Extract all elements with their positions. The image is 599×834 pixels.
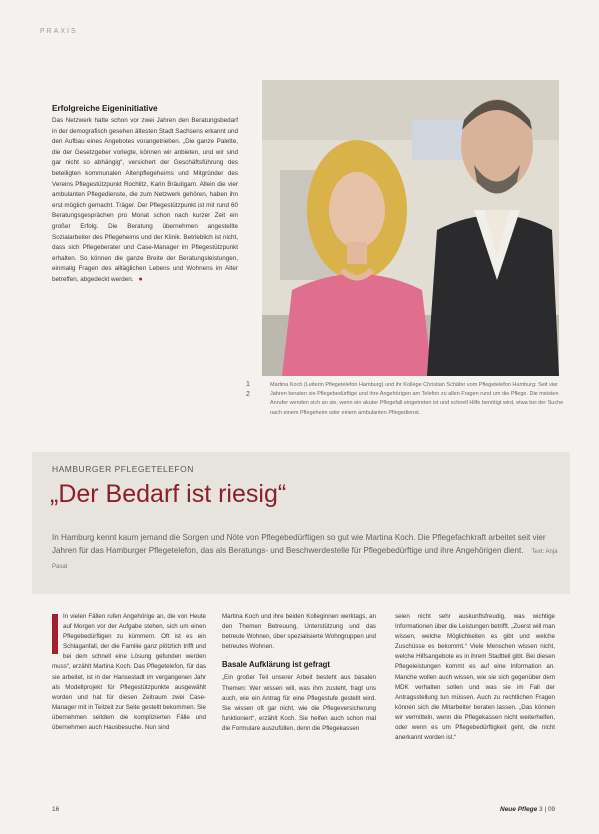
- section-tag: PRAXIS: [40, 28, 78, 35]
- article-photo: [262, 80, 559, 376]
- dropcap-bar: [52, 614, 58, 654]
- column-text: „Ein großer Teil unserer Arbeit besteht aus basalen Themen: Wer wissen will, was ihm zusteht, fragt uns auch, wie ein Antrag für eine Pflegestufe gestellt wird. Sie wissen oft gar nicht, wie die Pflegeversicherung funktioniert“, erzählt Koch. Sie helfen auch schon mal die Formulare auszufüllen, denn die Pflegekassen: [222, 674, 376, 732]
- photo-illustration: [262, 80, 559, 376]
- footer-magazine: [500, 806, 555, 813]
- issue-number: 3 | 09: [539, 806, 556, 813]
- side-mark: 1: [246, 381, 250, 388]
- body-column-2: [222, 612, 376, 734]
- intro-heading: Erfolgreiche Eigeninitiative: [52, 104, 158, 113]
- author-credit: Text: Anja Pasat: [52, 549, 558, 570]
- article-headline: „Der Bedarf ist riesig“: [50, 480, 287, 508]
- intro-column: [52, 104, 238, 286]
- side-mark: 2: [246, 391, 250, 398]
- body-column-3: [395, 612, 555, 743]
- deck-text: In Hamburg kennt kaum jemand die Sorgen und Nöte von Pflegebedürftigen so gut wie Martina Koch. Die Pflegefachkraft arbeitet seit vier Jahren für das Hamburger Pflegetelefon, das als Beratungs- und Beschwerdestelle für Pflegebedürftige und ihre Angehörigen dient.: [52, 533, 546, 555]
- article-deck: [52, 531, 567, 574]
- subheading: Basale Aufklärung ist gefragt: [222, 660, 331, 670]
- side-marks: [246, 380, 256, 400]
- article-kicker: HAMBURGER PFLEGETELEFON: [52, 464, 194, 474]
- body-column-1: [52, 612, 206, 733]
- intro-body-text: Das Netzwerk hatte schon vor zwei Jahren den Beratungsbedarf in der demografisch gesehen ältesten Stadt Sachsens erkannt und den Aufbau eines Angebotes vorangetrieben. „Die ganze Palette, die der Gesetzgeber vorlegte, können wir anbieten, und wir sind gar nicht so abhängig“, versichert der Geschäftsführung des beteiligten kommunalen Altenpflegeheims und Mitgründer des Vereins Pflegestützpunkt Rochlitz, Karin Bräutigam. Allein die vier ambulanten Pflegedienste, die zum Netzwerk gehören, haben ihn erst möglich gemacht. Träger. Der Pflegestützpunkt ist mit rund 60 Beratungsgesprächen pro Monat schon nach kurzer Zeit ein großer Erfolg. Die Beratung übernehmen angestellte Sozialarbeiter des Pflegeheims und der Klinik. Betrieblich ist nicht, dass sich Pflegeberater und Case-Manager im Pflegestützpunkt erhalten. So können die ganze Breite der Beratungsleistungen, einmalig Fragen des alltäglichen Lebens und Wohnens im Alter betreffen, abgedeckt werden.: [52, 117, 238, 283]
- intro-body: [52, 116, 238, 286]
- end-mark-icon: ●: [138, 275, 143, 283]
- column-text: seien nicht sehr auskunftsfreudig, was wichtige Informationen über die Leistungen betrifft. „Zuerst will man wissen, welche Möglichkeiten es gibt und welche Zuschüsse es bekommt.“ Viele Menschen wissen nicht, welche Hilfsangebote es in ihrem Stadtteil gibt. Bei diesen Pflegeleistungen kommt es auf eine Information an. Manche wollen auch wissen, wie sie sich gegenüber dem MDK verhalten sollen und was sie im Fall der Antragsstellung tun müssen. Auch zu rechtlichen Fragen können sich die Mitarbeiter beraten lassen. „Das können wir vermitteln, wenn die Pflegekassen nicht weiterhelfen, oder wenn es um Pflegebedürftigkeit geht, die nicht anerkannt worden ist.“: [395, 613, 555, 742]
- column-text: In vielen Fällen rufen Angehörige an, die von Heute auf Morgen vor der Aufgabe stehen, sich um einen Pflegebedürftigen zu kümmern. Oft ist es ein Schlaganfall, der die Familie ganz plötzlich trifft und bei dem schnell eine Lösung gefunden werden muss“, erzählt Martina Koch. Das Pflegetelefon, für das sie arbeitet, ist in der Hansestadt im vergangenen Jahr als Modellprojekt für Pflegestützpunkte ausgewählt worden und hat für diesen Zeitraum zwei Case-Manager mit in Teilzeit zur Seite gestellt bekommen. Sie übernehmen seitdem die komplizierten Fälle und übernehmen auch Hausbesuche. Nun sind: [52, 613, 206, 732]
- page-number: 16: [52, 806, 60, 813]
- magazine-name: Neue Pflege: [500, 806, 538, 813]
- column-text: Martina Koch und ihre beiden Kolleginnen werktags, an den Themen Betreuung, Unterstützung und das betreute Wohnen, über spezialisierte Wohngruppen und betreutes Wohnen.: [222, 613, 376, 651]
- photo-caption: Martina Koch (Leiterin Pflegetelefon Hamburg) und ihr Kollege Christian Schäfer vom Pflegetelefon Hamburg: Seit vier Jahren beraten sie Pflegebedürftige und ihre Angehörigen am Telefon zu allen Fragen rund um die Pflege. Die meisten Anrufer wenden sich an sie, wenn ein akuter Pflegefall eingetreten ist und schnell Hilfe benötigt wird, etwa bei der Suche nach einem Pflegeheim oder einem ambulanten Pflegedienst.: [270, 382, 564, 416]
